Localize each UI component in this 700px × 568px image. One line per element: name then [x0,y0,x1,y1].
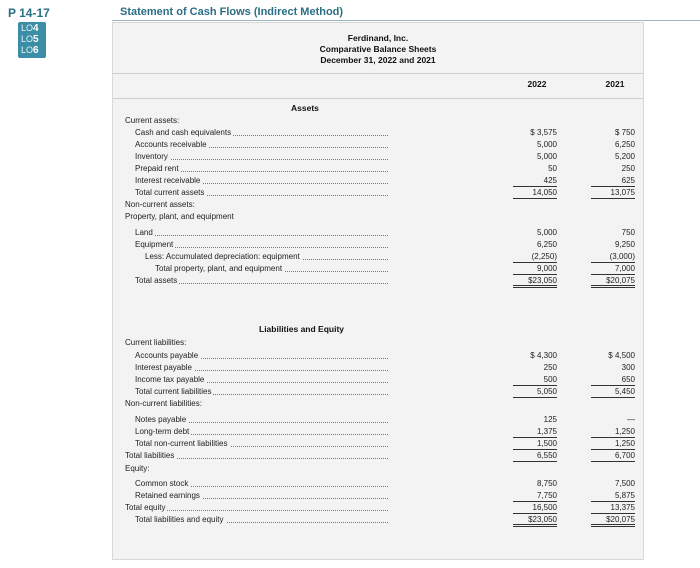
liabilities-equity-heading: Liabilities and Equity [259,324,345,334]
row-label: Land [135,228,153,237]
value-2022: 125 [543,415,557,424]
table-row [113,426,643,438]
value-2021: 750 [621,228,635,237]
table-row [113,438,643,450]
row-label: Equity: [125,464,150,473]
table-row [113,199,643,211]
row-label: Property, plant, and equipment [125,212,234,221]
table-row [113,350,643,362]
row-label: Non-current assets: [125,200,195,209]
table-row [113,211,643,223]
row-label: Total assets [135,276,178,285]
value-2021: 1,250 [591,438,635,450]
value-2022: 5,000 [536,228,557,237]
row-label: Accounts receivable [135,140,207,149]
table-row [113,450,643,462]
value-2021: $20,075 [591,514,635,527]
value-2022: 50 [548,164,557,173]
value-2021: $ 750 [614,128,635,137]
value-2022: $ 4,300 [530,351,557,360]
statement-date: December 31, 2022 and 2021 [320,55,436,65]
value-2022: 6,550 [513,450,557,462]
value-2022: 9,000 [513,263,557,275]
value-2021: (3,000) [591,251,635,263]
value-2021: $20,075 [591,275,635,288]
table-row [113,275,643,287]
value-2022: 5,000 [536,140,557,149]
value-2022: 6,250 [536,240,557,249]
row-label: Interest payable [135,363,192,372]
row-label: Non-current liabilities: [125,399,202,408]
value-2022: (2,250) [513,251,557,263]
row-label: Total property, plant, and equipment [155,264,283,273]
table-row [113,463,643,475]
lo-line: LO6 [21,45,39,56]
value-2022: $23,050 [513,275,557,288]
table-row [113,187,643,199]
lo-line: LO4 [21,23,39,34]
table-row [113,337,643,349]
table-row [113,115,643,127]
value-2022: 16,500 [513,502,557,514]
value-2021: 625 [591,175,635,187]
value-2022: 425 [513,175,557,187]
value-2022: 250 [543,363,557,372]
row-label: Total equity [125,503,166,512]
company-name: Ferdinand, Inc. [347,33,409,43]
problem-title: Statement of Cash Flows (Indirect Method) [120,6,344,18]
value-2021: 650 [591,374,635,386]
row-label: Income tax payable [135,375,205,384]
row-label: Notes payable [135,415,187,424]
lo-line: LO5 [21,34,39,45]
dot-leader [135,151,388,163]
row-label: Retained earnings [135,491,200,500]
col-header-2022: 2022 [527,79,547,89]
value-2021: 5,875 [591,490,635,502]
row-label: Long-term debt [135,427,190,436]
table-row [113,374,643,386]
table-row [113,151,643,163]
balance-sheet-panel [112,22,644,560]
value-2021: $ 4,500 [608,351,635,360]
row-label: Accounts payable [135,351,199,360]
value-2021: — [627,415,635,424]
row-label: Inventory [135,152,168,161]
row-label: Cash and cash equivalents [135,128,232,137]
row-label: Current assets: [125,116,180,125]
table-row [113,175,643,187]
row-label: Prepaid rent [135,164,179,173]
value-2021: 13,075 [591,187,635,199]
value-2022: $ 3,575 [530,128,557,137]
value-2021: 6,700 [591,450,635,462]
value-2021: 6,250 [614,140,635,149]
table-row [113,227,643,239]
value-2022: 5,050 [513,386,557,398]
table-row [113,490,643,502]
value-2022: 1,500 [513,438,557,450]
table-row [113,514,643,526]
table-row [113,386,643,398]
value-2022: $23,050 [513,514,557,527]
value-2021: 7,000 [591,263,635,275]
table-row [113,239,643,251]
value-2022: 1,375 [513,426,557,438]
value-2022: 500 [513,374,557,386]
value-2021: 7,500 [614,479,635,488]
value-2021: 250 [621,164,635,173]
problem-number: P 14-17 [8,6,50,20]
statement-name: Comparative Balance Sheets [319,44,437,54]
table-row [113,502,643,514]
table-row [113,398,643,410]
value-2022: 14,050 [513,187,557,199]
value-2021: 5,450 [591,386,635,398]
row-label: Equipment [135,240,174,249]
table-row [113,127,643,139]
table-row [113,414,643,426]
row-label: Total non-current liabilities [135,439,228,448]
value-2021: 5,200 [614,152,635,161]
header-rule [112,20,700,21]
assets-heading: Assets [291,103,319,113]
value-2021: 13,375 [591,502,635,514]
row-label: Less: Accumulated depreciation: equipment [145,252,300,261]
table-row [113,263,643,275]
row-label: Total current liabilities [135,387,212,396]
learning-objectives-badge [18,22,46,58]
row-label: Total liabilities [125,451,175,460]
value-2022: 5,000 [536,152,557,161]
value-2022: 7,750 [513,490,557,502]
row-label: Total current assets [135,188,205,197]
row-label: Interest receivable [135,176,201,185]
value-2021: 9,250 [614,240,635,249]
col-header-2021: 2021 [605,79,625,89]
table-row [113,478,643,490]
table-row [113,139,643,151]
row-label: Common stock [135,479,189,488]
row-label: Total liabilities and equity [135,515,224,524]
row-label: Current liabilities: [125,338,187,347]
dot-leader [135,227,388,239]
value-2021: 1,250 [591,426,635,438]
value-2022: 8,750 [536,479,557,488]
table-row [113,163,643,175]
table-row [113,362,643,374]
table-row [113,251,643,263]
value-2021: 300 [621,363,635,372]
column-header-band [113,73,643,99]
